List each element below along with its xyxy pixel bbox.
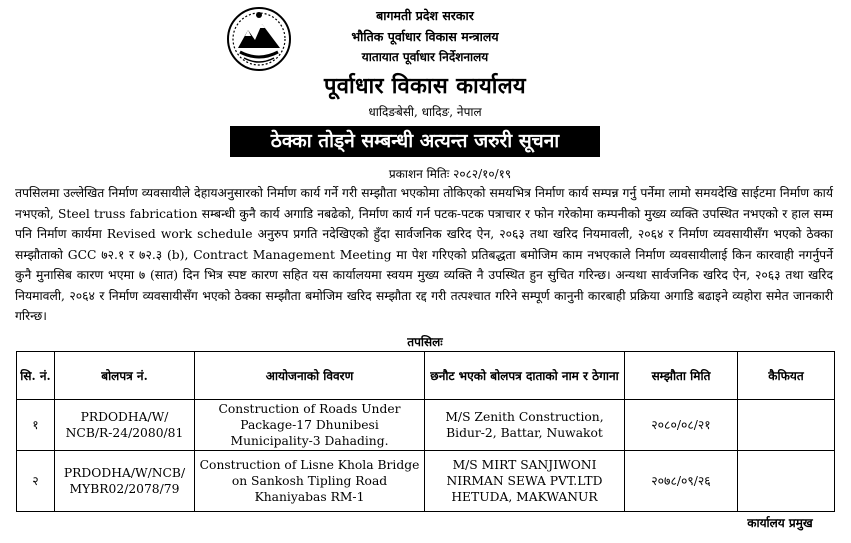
col-agreement-date: सम्झौता मिति: [625, 352, 738, 400]
notice-body: तपसिलमा उल्लेखित निर्माण व्यवसायीले देहायअनुसारको निर्माण कार्य गर्ने गरी सम्झौता भएकोमा तोकिएको समयभित्र निर्माण कार्य सम्पन्न गर्नु पर्नेमा लामो समयदेखि साईटमा निर्माण कार्य नभएको, Steel truss fabrication सम्बन्धी कुनै कार्य अगाडि नबढेको, निर्माण कार्य गर्न पटक-पटक पत्राचार र फोन गरेकोमा कम्पनीको मुख्य व्यक्ति उपस्थित नभएको र हाल सम्म पनि निर्माण कार्यमा Revised work schedule अनुरुप प्रगति नदेखिएको हुँदा सार्वजनिक खरिद ऐन, २०६३ तथा खरिद नियमावली, २०६४ र निर्माण व्यवसायीसँग भएको ठेक्का सम्झौताको GCC ७२.१ र ७२.३ (b), Contract Management Meeting मा पेश गरिएको प्रतिबद्धता बमोजिम काम नभएकाले निर्माण व्यवसायीलाई किन कारवाही नगर्नुपर्ने कुनै मुनासिब कारण भएमा ७ (सात) दिन भित्र स्पष्ट कारण सहित यस कार्यालयमा स्वयम मुख्य व्यक्ति नै उपस्थित हुन सुचित गरिन्छ। अन्यथा सार्वजनिक खरिद ऐन, २०६३ तथा खरिद नियमावली, २०६४ र निर्माण व्यवसायीसँग भएको ठेक्का सम्झौता बमोजिम खरिद सम्झौता रद्द गरी तत्पश्चात गरिने सम्पूर्ण कानुनी कारबाही प्रक्रिया अगाडि बढाइने व्यहोरा समेत जानकारी गरिन्छ।: [15, 186, 833, 323]
cell-sn: १: [17, 400, 55, 451]
office-address: धादिङबेसी, धादिङ, नेपाल: [368, 105, 482, 119]
notice-title: ठेक्का तोड्ने सम्बन्धी अत्यन्त जरुरी सूचना: [230, 126, 600, 157]
col-remarks: कैफियत: [738, 352, 835, 400]
cell-sn: २: [17, 451, 55, 512]
contract-table: [16, 351, 835, 512]
cell-agreement-date: २०७८/०९/२६: [625, 451, 738, 512]
table-row: [17, 451, 835, 512]
cell-bid-no: PRDODHA/W/ NCB/R-24/2080/81: [55, 400, 195, 451]
signature-label: कार्यालय प्रमुख: [747, 516, 813, 530]
directorate-name: यातायात पूर्वाधार निर्देशनालय: [361, 50, 489, 64]
cell-bid-no: PRDODHA/W/NCB/ MYBR02/2078/79: [55, 451, 195, 512]
col-bid-no: बोलपत्र नं.: [55, 352, 195, 400]
table-row: [17, 400, 835, 451]
ministry-name: भौतिक पूर्वाधार विकास मन्त्रालय: [351, 29, 499, 44]
cell-agreement-date: २०८०/०८/२१: [625, 400, 738, 451]
cell-remarks: [738, 400, 835, 451]
cell-remarks: [738, 451, 835, 512]
table-header-row: [17, 352, 835, 400]
col-bidder: छनौट भएको बोलपत्र दाताको नाम र ठेगाना: [425, 352, 625, 400]
cell-bidder: M/S Zenith Construction, Bidur-2, Battar, Nuwakot: [425, 400, 625, 451]
cell-bidder: M/S MIRT SANJIWONI NIRMAN SEWA PVT.LTD HETUDA, MAKWANUR: [425, 451, 625, 512]
publish-date: प्रकाशन मितिः २०८२/१०/१९: [388, 167, 512, 181]
govt-name: बागमती प्रदेश सरकार: [376, 8, 474, 23]
col-sn: सि. नं.: [17, 352, 55, 400]
col-project: आयोजनाको विवरण: [195, 352, 425, 400]
cell-project: Construction of Roads Under Package-17 Dhunibesi Municipality-3 Dahading.: [195, 400, 425, 451]
schedule-heading: तपसिलः: [407, 335, 443, 349]
office-name: पूर्वाधार विकास कार्यालय: [324, 73, 526, 99]
cell-project: Construction of Lisne Khola Bridge on Sankosh Tipling Road Khaniyabas RM-1: [195, 451, 425, 512]
